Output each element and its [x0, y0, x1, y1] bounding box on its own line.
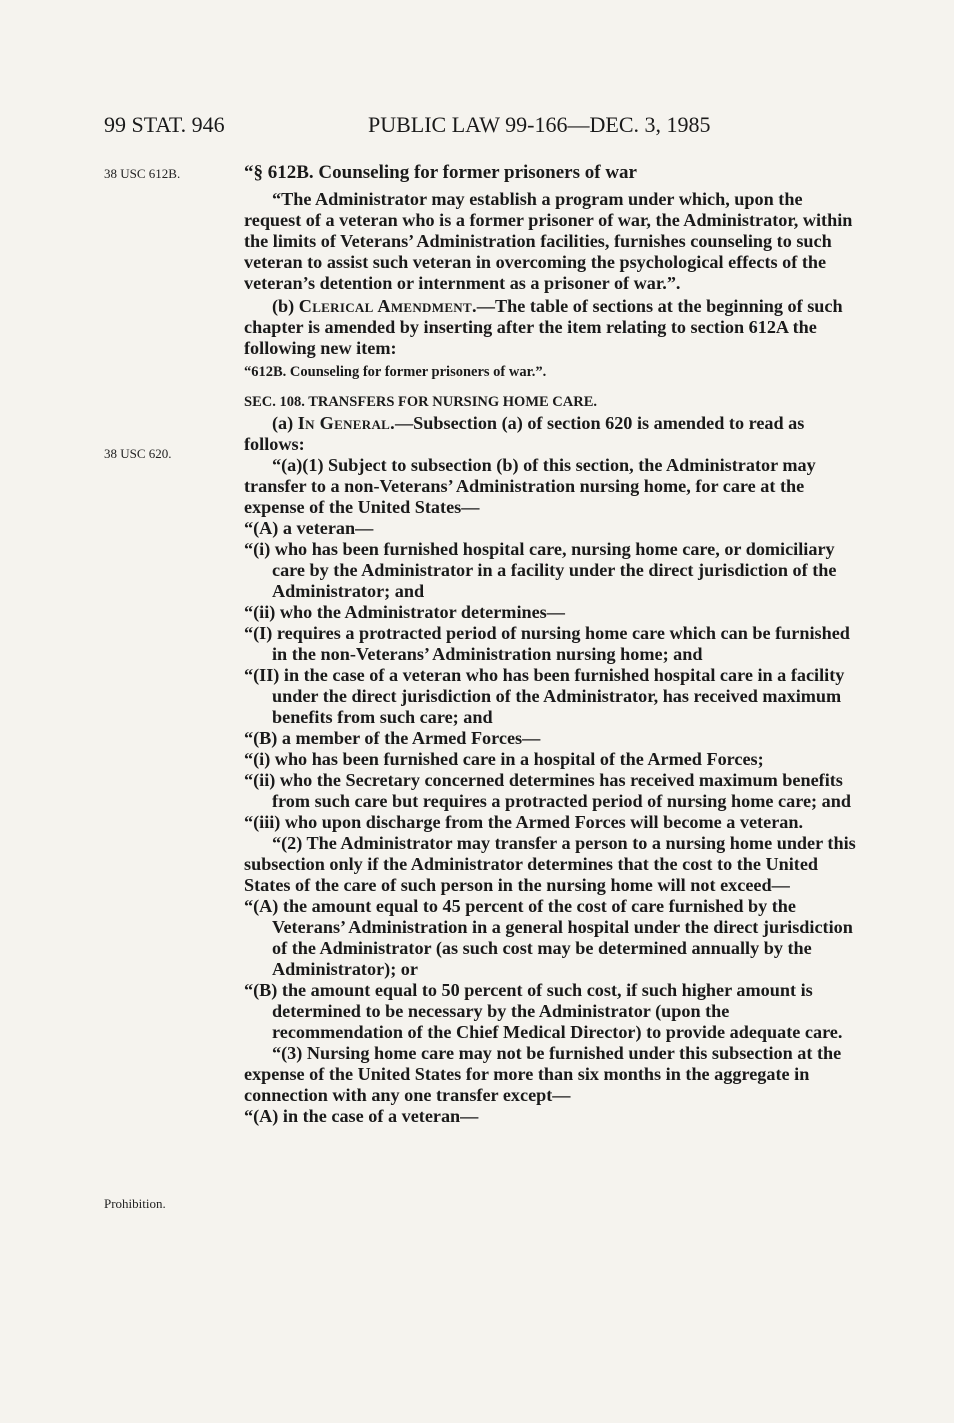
public-law-citation: PUBLIC LAW 99-166—DEC. 3, 1985 [368, 112, 711, 137]
paragraph-heading: Clerical Amendment. [298, 296, 477, 316]
margin-note-prohibition: Prohibition. [104, 1196, 166, 1211]
section-612b-heading: “§ 612B. Counseling for former prisoners of war [244, 162, 637, 183]
margin-note-38-usc-612b: 38 USC 612B. [104, 166, 181, 181]
clause-B-ii: “(ii) who the Secretary concerned determines has received maximum benefits from such care but requires a protracted period of nursing home care; and [244, 770, 851, 811]
clause-A-i: “(i) who has been furnished hospital care, nursing home care, or domiciliary care by the Administrator in a facility under the direct jurisdiction of the Administrator; and [244, 539, 837, 601]
paragraph-a1: “(a)(1) Subject to subsection (b) of this section, the Administrator may transfer to a non-Veterans’ Administration nursing home, for care at the expense of the United States— [244, 455, 816, 517]
paragraph-text: —The table of sections at the beginning of such chapter is amended by inserting after the item relating to section 612A the following new item: [244, 296, 843, 358]
paragraph-a2: “(2) The Administrator may transfer a person to a nursing home under this subsection only if the Administrator determines that the cost to the United States of the care of such person in the nursing home will not exceed— [244, 833, 856, 895]
paragraph-label: (b) [272, 296, 299, 316]
table-of-sections-item: “612B. Counseling for former prisoners of war.”. [244, 364, 547, 380]
document-body [244, 162, 864, 1127]
paragraph-clerical-amendment [244, 296, 864, 359]
stat-page-number: 99 STAT. 946 [104, 112, 225, 137]
clause-B-iii: “(iii) who upon discharge from the Armed Forces will become a veteran. [244, 812, 804, 832]
clause-A-ii: “(ii) who the Administrator determines— [244, 602, 565, 622]
clause-A-ii-II: “(II) in the case of a veteran who has been furnished hospital care in a facility under the direct jurisdiction of the Administrator, has received maximum benefits from such care; and [244, 665, 845, 727]
margin-note-38-usc-620: 38 USC 620. [104, 446, 172, 461]
clause-B-i: “(i) who has been furnished care in a hospital of the Armed Forces; [244, 749, 764, 769]
clause-A-veteran: “(A) a veteran— [244, 518, 374, 538]
paragraph-text: —Subsection (a) of section 620 is amended to read as follows: [244, 413, 805, 454]
paragraph-a3: “(3) Nursing home care may not be furnished under this subsection at the expense of the United States for more than six months in the aggregate in connection with any one transfer except— [244, 1043, 842, 1105]
clause-A-ii-I: “(I) requires a protracted period of nursing home care which can be furnished in the non-Veterans’ Administration nursing home; and [244, 623, 850, 664]
clause-B-member-armed-forces: “(B) a member of the Armed Forces— [244, 728, 541, 748]
subsection-a-in-general [244, 413, 864, 455]
clause-a2-A: “(A) the amount equal to 45 percent of the cost of care furnished by the Veterans’ Administration in a general hospital under the direct jurisdiction of the Administrator (as such cost may be determined annually by the Administrator); or [244, 896, 853, 979]
clause-a2-B: “(B) the amount equal to 50 percent of such cost, if such higher amount is determined to be necessary by the Administrator (upon the recommendation of the Chief Medical Director) to provide adequate care. [244, 980, 843, 1042]
section-108-heading: SEC. 108. TRANSFERS FOR NURSING HOME CARE. [244, 394, 598, 410]
clause-a3-A: “(A) in the case of a veteran— [244, 1106, 479, 1126]
paragraph-612b-text: “The Administrator may establish a program under which, upon the request of a veteran who is a former prisoner of war, the Administrator, within the limits of Veterans’ Administration facilities, furnishes counseling to such veteran to assist such veteran in overcoming the psychological effects of the veteran’s detention or internment as a prisoner of war.”. [244, 189, 853, 293]
paragraph-label: (a) [272, 413, 298, 433]
paragraph-heading: In General. [297, 413, 395, 433]
